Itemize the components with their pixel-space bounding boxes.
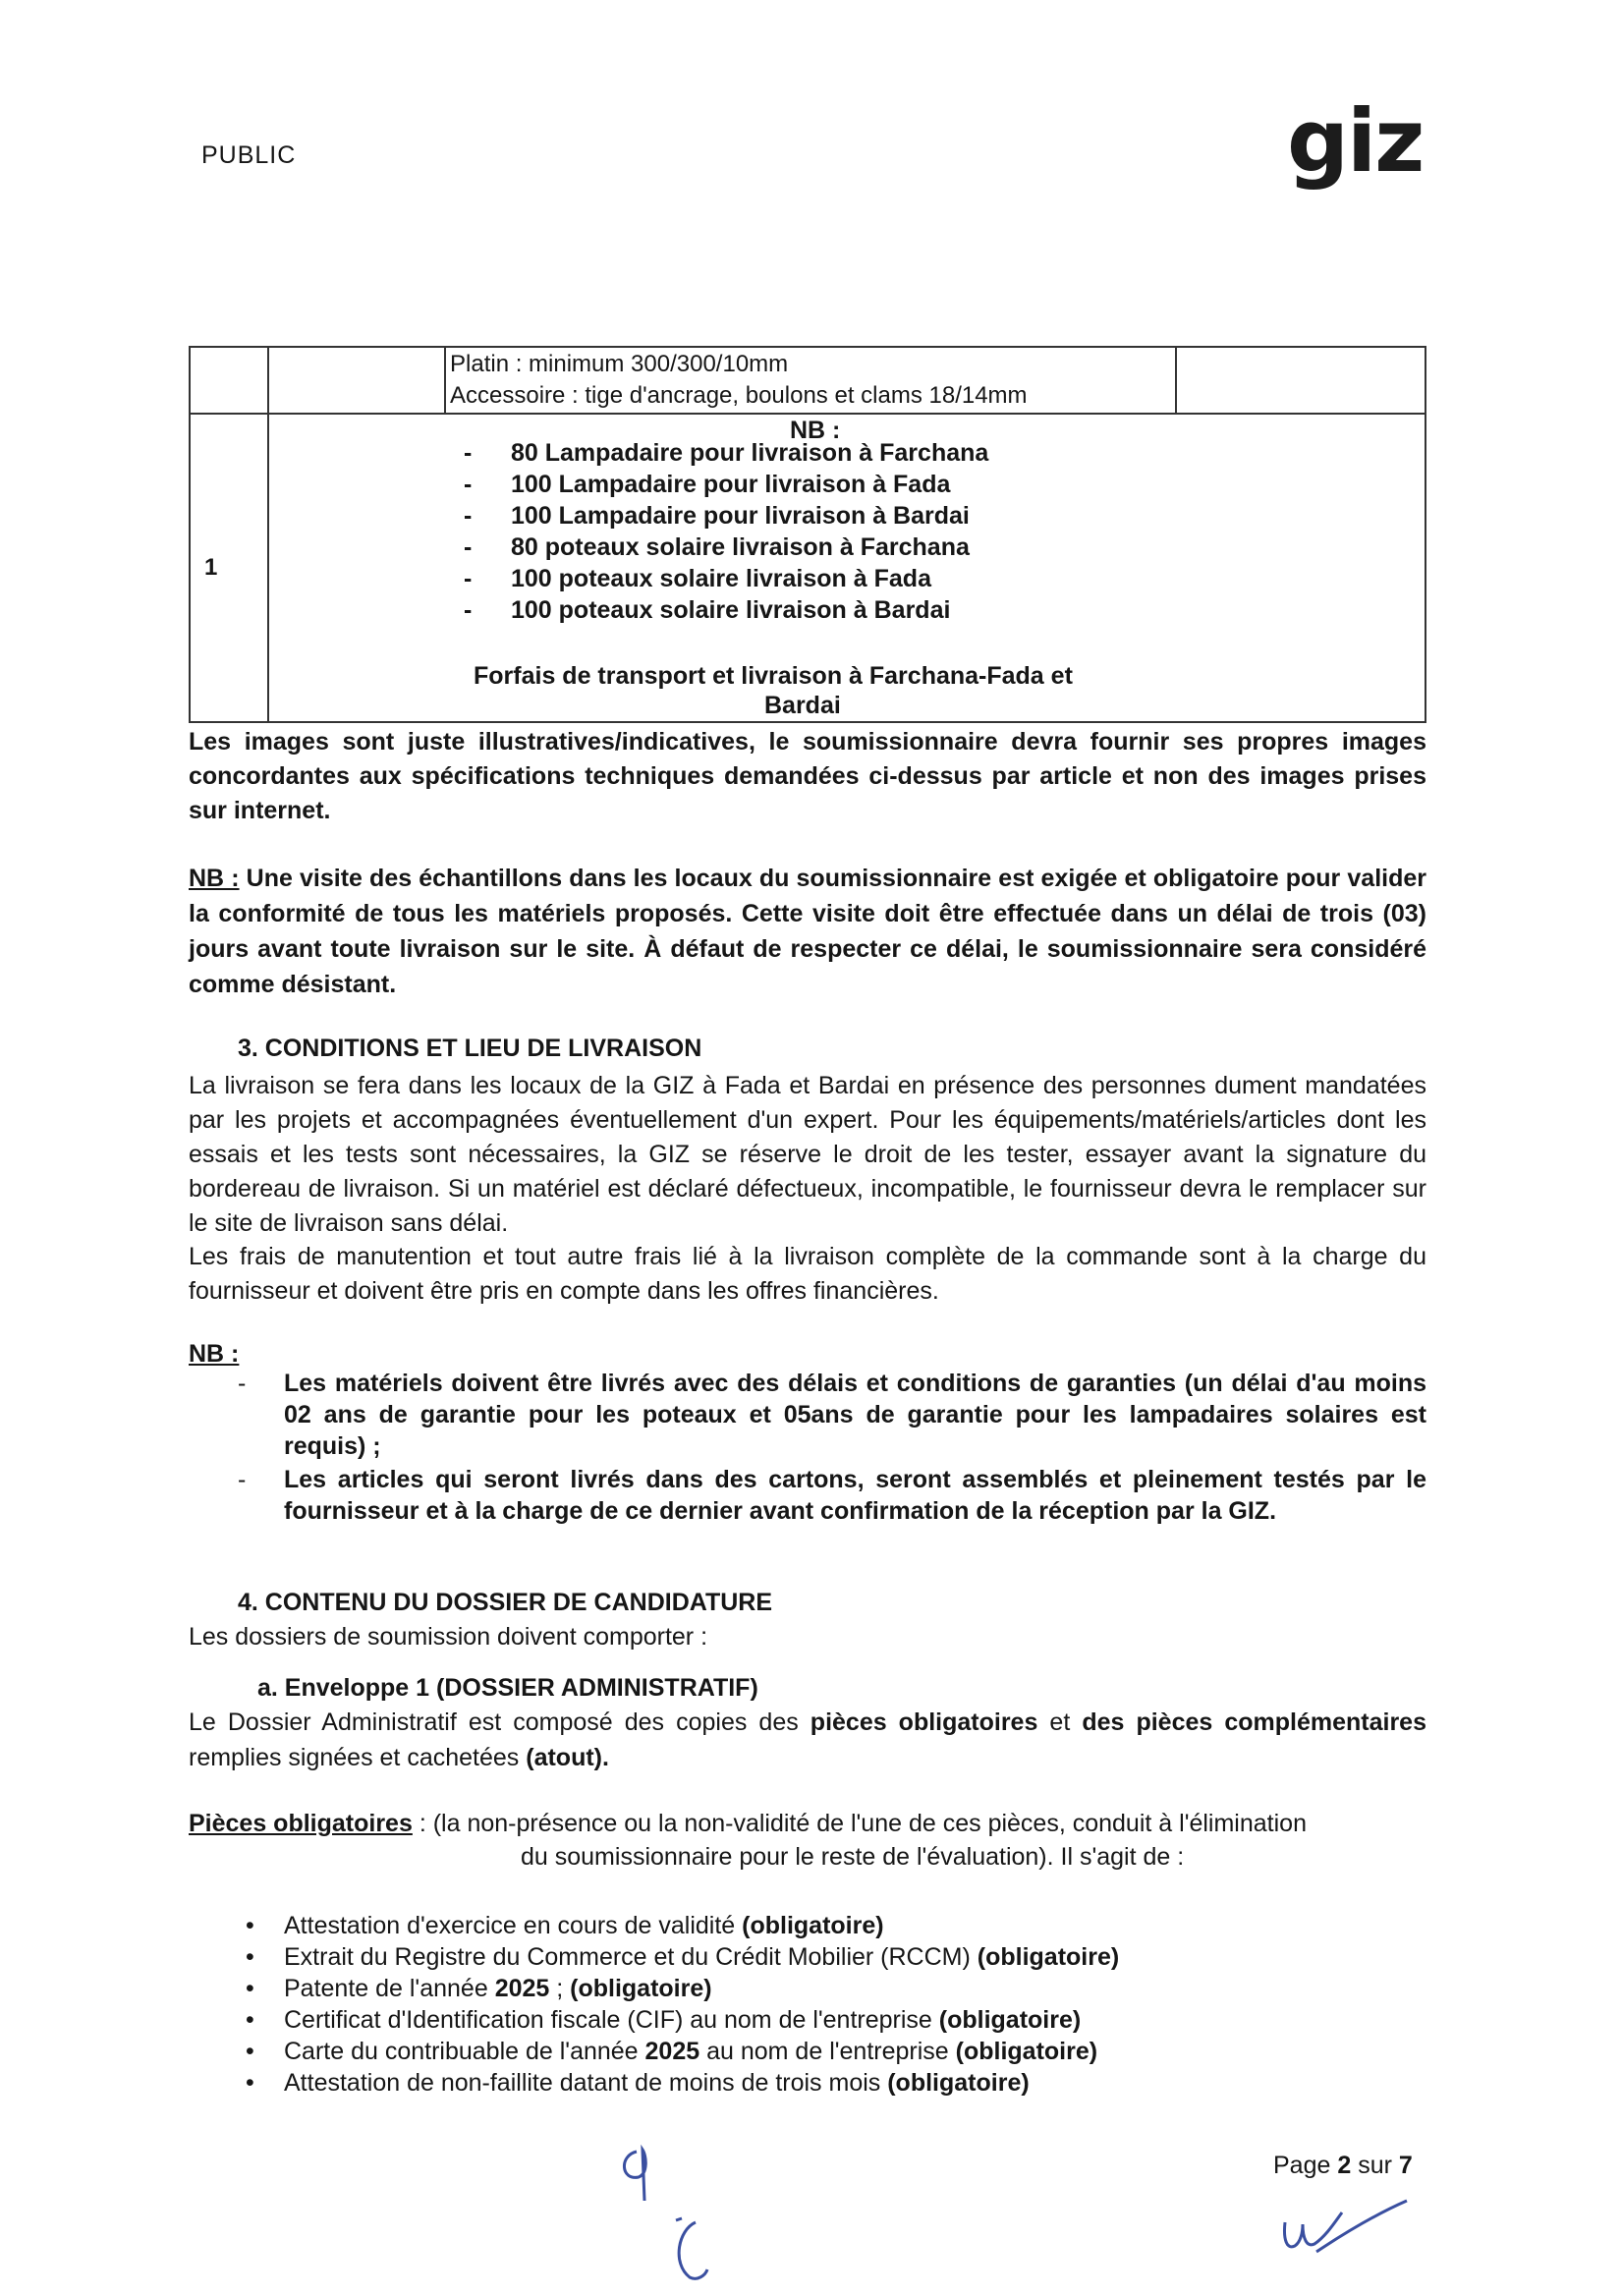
list-item: • Carte du contribuable de l'année 2025 au nom de l'entreprise (obligatoire) [246,2038,1098,2065]
list-item: - Les matériels doivent être livrés avec des délais et conditions de garanties (un délai d'au moins 02 ans de garantie pour les poteaux et 05ans de garantie pour les lampadaires solaires est requis) ; [238,1370,1426,1460]
pieces-list [189,1910,1426,2099]
giz-logo: giz [1287,90,1424,192]
row-number: 1 [204,554,218,581]
handwritten-initial-icon [609,2142,747,2289]
list-item: • Attestation d'exercice en cours de validité (obligatoire) [246,1912,884,1939]
list-item: - 80 Lampadaire pour livraison à Farchana [464,439,989,467]
list-item: • Certificat d'Identification fiscale (CIF) au nom de l'entreprise (obligatoire) [246,2006,1082,2034]
list-item: - 100 Lampadaire pour livraison à Bardai [464,502,970,530]
section-4-intro: Les dossiers de soumission doivent comporter : [189,1623,708,1651]
nb-visit-label: NB : [189,865,240,892]
forfait-line2: Bardai [764,692,841,719]
section-3-nb-list [189,1368,1426,1529]
list-item: • Extrait du Registre du Commerce et du Crédit Mobilier (RCCM) (obligatoire) [246,1943,1120,1971]
list-item: - 100 Lampadaire pour livraison à Fada [464,471,951,498]
list-item: - 80 poteaux solaire livraison à Farchana [464,533,970,561]
platin-spec: Platin : minimum 300/300/10mm [450,351,789,377]
section-3-nb-label: NB : [189,1340,240,1368]
handwritten-signature-icon [1277,2193,1425,2271]
forfait-line1: Forfais de transport et livraison à Farchana-Fada et [474,662,1073,690]
list-item: • Attestation de non-faillite datant de moins de trois mois (obligatoire) [246,2069,1030,2097]
list-item: • Patente de l'année 2025 ; (obligatoire) [246,1975,712,2002]
pieces-label: Pièces obligatoires [189,1810,413,1837]
section-3-para-2: Les frais de manutention et tout autre frais lié à la livraison complète de la commande sont à la charge du fournisseur et doivent être pris en compte dans les offres financières. [189,1243,1426,1305]
admin-para: Le Dossier Administratif est composé des copies des pièces obligatoires et des pièces complémentaires remplies signées et cachetées (atout). [189,1708,1426,1771]
nb-title: NB : [790,417,841,444]
list-item: - Les articles qui seront livrés dans des cartons, seront assemblés et pleinement testés par le fournisseur et à la charge de ce dernier avant confirmation de la réception par la GIZ. [238,1466,1426,1525]
public-label: PUBLIC [201,141,297,169]
pieces-intro: Pièces obligatoires : (la non-présence ou la non-validité de l'une de ces pièces, conduit à l'élimination [189,1810,1307,1837]
page-number: Page 2 sur 7 [1273,2152,1413,2179]
pieces-intro-2: du soumissionnaire pour le reste de l'évaluation). Il s'agit de : [521,1843,1185,1871]
list-item: - 100 poteaux solaire livraison à Fada [464,565,931,592]
list-item: - 100 poteaux solaire livraison à Bardai [464,596,951,624]
nb-visit [189,861,1426,1002]
images-note: Les images sont juste illustratives/indicatives, le soumissionnaire devra fournir ses propres images concordantes aux spécifications techniques demandées ci-dessus par article et non des images prises sur internet. [189,728,1426,824]
section-4-title: 4. CONTENU DU DOSSIER DE CANDIDATURE [238,1589,773,1616]
section-3-para-1: La livraison se fera dans les locaux de la GIZ à Fada et Bardai en présence des personnes dument mandatées par les projets et accompagnées éventuellement d'un expert. Pour les équipements/matériels/articles dont les essais et les tests sont nécessaires, la GIZ se réserve le droit de les tester, essayer avant la signature du bordereau de livraison. Si un matériel est déclaré défectueux, incompatible, le fournisseur devra le remplacer sur le site de livraison sans délai. [189,1072,1426,1237]
accessoire-spec: Accessoire : tige d'ancrage, boulons et clams 18/14mm [450,382,1028,409]
enveloppe-1-title: a. Enveloppe 1 (DOSSIER ADMINISTRATIF) [257,1674,758,1702]
delivery-list [464,437,988,626]
spec-table [189,346,1426,723]
section-3-title: 3. CONDITIONS ET LIEU DE LIVRAISON [238,1035,702,1062]
nb-visit-text: Une visite des échantillons dans les locaux du soumissionnaire est exigée et obligatoire pour valider la conformité de tous les matériels proposés. Cette visite doit être effectuée dans un délai de trois (03) jours avant toute livraison sur le site. À défaut de respecter ce délai, le soumissionnaire sera considéré comme désistant. [189,865,1426,998]
